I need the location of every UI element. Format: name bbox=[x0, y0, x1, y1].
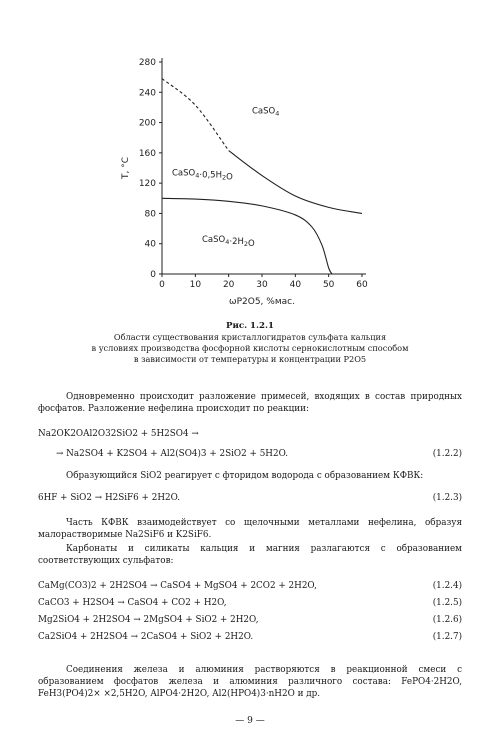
x-tick-label: 10 bbox=[189, 280, 202, 290]
y-tick-label: 280 bbox=[138, 58, 156, 68]
equation-1-2-2-line2: → Na2SO4 + K2SO4 + Al2(SO4)3 + 2SiO2 + 5H2O. bbox=[56, 449, 289, 459]
page-number: — 9 — bbox=[235, 716, 265, 726]
x-tick-label: 30 bbox=[256, 280, 268, 290]
phase-diagram-chart bbox=[110, 50, 380, 312]
paragraph-5: Соединения железа и алюминия растворяются в реакционной смеси с образованием фосфатов железа и алюминия различного состава: FePO4·2H2O, FeH3(PO4)2× ×2,5H2O, AlPO4·2H2O, Al2(HPO4)3·nH2O и др. bbox=[38, 665, 462, 699]
equation-1-2-5-text: CaCO3 + H2SO4 → CaSO4 + CO2 + H2O, bbox=[38, 598, 227, 608]
y-tick-label: 200 bbox=[138, 118, 156, 129]
chart-axes bbox=[121, 58, 368, 307]
x-tick-label: 50 bbox=[322, 280, 335, 290]
chart-labels bbox=[172, 106, 279, 249]
equation-1-2-2-line1: Na2OK2OAl2O32SiO2 + 5H2SO4 → bbox=[38, 429, 199, 439]
paragraph-3: Часть КФВК взаимодействует со щелочными металлами нефелина, образуя малорастворимые Na2SiF6 и K2SiF6. bbox=[38, 518, 462, 540]
equation-1-2-2-number: (1.2.2) bbox=[432, 449, 462, 459]
boundary-curve-1 bbox=[162, 79, 229, 151]
figure-caption bbox=[60, 321, 440, 365]
x-tick-label: 60 bbox=[356, 280, 368, 290]
paragraph-2: Образующийся SiO2 реагирует с фторидом водорода с образованием КФВК: bbox=[66, 471, 424, 481]
equation-1-2-3 bbox=[38, 492, 462, 504]
y-axis-title: T, °C bbox=[121, 156, 131, 180]
caption-title: Рис. 1.2.1 bbox=[226, 321, 274, 331]
equation-1-2-6-text: Mg2SiO4 + 2H2SO4 → 2MgSO4 + SiO2 + 2H2O, bbox=[38, 615, 259, 625]
equation-1-2-7-number: (1.2.7) bbox=[432, 632, 462, 642]
y-tick-label: 240 bbox=[138, 88, 156, 99]
caption-line-2: в условиях производства фосфорной кислоты сернокислотным способом bbox=[91, 343, 409, 353]
region-label-2: $CaSO_4\cdot 0,5H_2O$ bbox=[172, 168, 233, 183]
paragraph-1: Одновременно происходит разложение примесей, входящих в состав природных фосфатов. Разложение нефелина происходит по реакции: bbox=[38, 392, 462, 414]
y-tick-label: 80 bbox=[144, 209, 156, 220]
x-tick-label: 0 bbox=[159, 280, 165, 290]
y-tick-label: 0 bbox=[150, 270, 156, 280]
equation-1-2-7-text: Ca2SiO4 + 2H2SO4 → 2CaSO4 + SiO2 + 2H2O. bbox=[38, 632, 254, 642]
equation-1-2-3-number: (1.2.3) bbox=[432, 493, 462, 503]
equation-1-2-4-number: (1.2.4) bbox=[432, 581, 462, 591]
y-tick-label: 40 bbox=[144, 239, 156, 250]
x-tick-label: 40 bbox=[289, 280, 302, 290]
boundary-curve-3 bbox=[162, 198, 332, 274]
region-label-3: $CaSO_4\cdot 2H_2O$ bbox=[202, 235, 255, 250]
equation-1-2-4-text: CaMg(CO3)2 + 2H2SO4 → CaSO4 + MgSO4 + 2CO2 + 2H2O, bbox=[38, 581, 317, 591]
paragraph-4: Карбонаты и силикаты кальция и магния разлагаются с образованием соответствующих сульфатов: bbox=[38, 544, 462, 566]
region-label-1: CaSO$_4$ bbox=[252, 106, 280, 118]
equation-1-2-7 bbox=[38, 631, 462, 643]
x-tick-label: 20 bbox=[222, 280, 235, 290]
equation-1-2-3-text: 6HF + SiO2 → H2SiF6 + 2H2O. bbox=[38, 493, 181, 503]
equation-1-2-6 bbox=[38, 614, 462, 626]
equation-1-2-2 bbox=[38, 448, 462, 460]
x-axis-title: ωP2O5, %мас. bbox=[229, 297, 295, 307]
caption-line-3: в зависимости от температуры и концентрации P2O5 bbox=[133, 354, 367, 364]
y-tick-label: 160 bbox=[138, 148, 156, 159]
equation-1-2-5 bbox=[38, 597, 462, 609]
equation-1-2-6-number: (1.2.6) bbox=[432, 615, 462, 625]
caption-line-1: Области существования кристаллогидратов сульфата кальция bbox=[113, 332, 387, 342]
equation-1-2-4 bbox=[38, 580, 462, 592]
y-tick-label: 120 bbox=[138, 179, 156, 190]
equation-1-2-5-number: (1.2.5) bbox=[432, 598, 462, 608]
